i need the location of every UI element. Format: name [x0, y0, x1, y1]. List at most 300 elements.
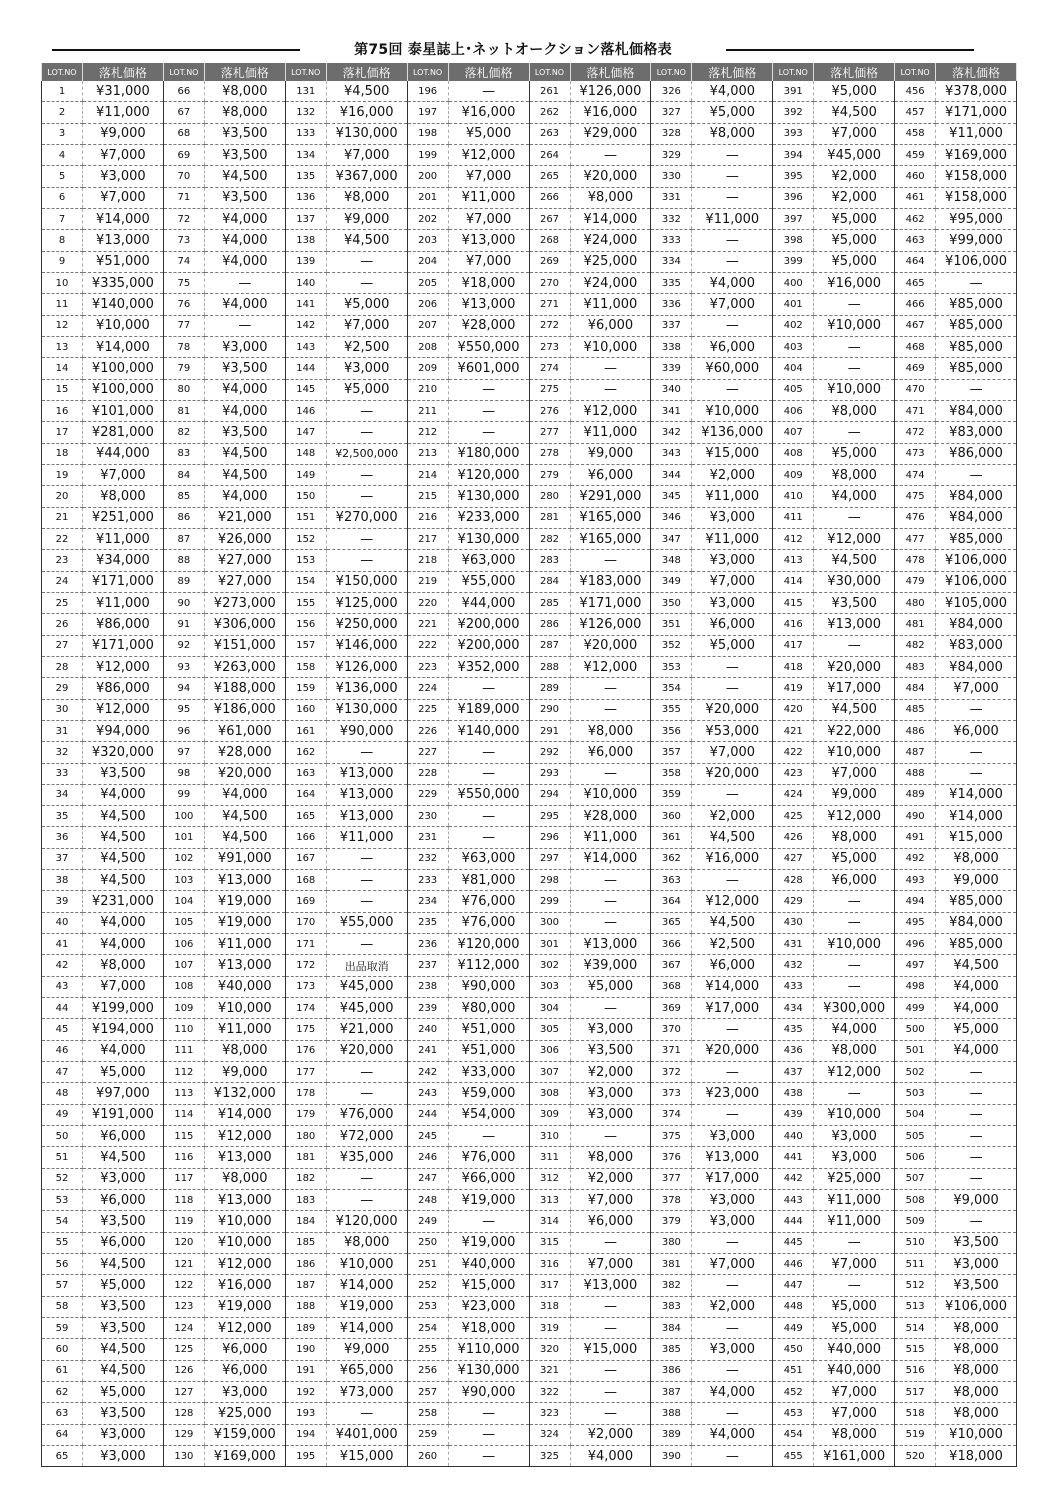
lot-number: 125 — [163, 1339, 204, 1360]
table-row — [42, 230, 1017, 251]
winning-price: ¥112,000 — [448, 955, 529, 976]
table-row — [42, 1275, 1017, 1296]
winning-price: — — [692, 1360, 773, 1381]
lot-number: 48 — [42, 1083, 83, 1104]
lot-number: 409 — [773, 464, 814, 485]
lot-number: 459 — [895, 144, 936, 165]
winning-price: — — [204, 272, 285, 293]
lot-number: 329 — [651, 144, 692, 165]
winning-price: ¥8,000 — [570, 187, 651, 208]
lot-number: 421 — [773, 720, 814, 741]
lot-number: 452 — [773, 1382, 814, 1403]
winning-price: ¥14,000 — [936, 806, 1017, 827]
header-lot-no: LOT.NO — [895, 63, 936, 81]
winning-price: ¥4,000 — [204, 400, 285, 421]
lot-number: 245 — [407, 1126, 448, 1147]
table-row — [42, 934, 1017, 955]
lot-number: 80 — [163, 379, 204, 400]
lot-number: 26 — [42, 614, 83, 635]
lot-number: 17 — [42, 422, 83, 443]
lot-number: 158 — [285, 656, 326, 677]
winning-price: — — [448, 81, 529, 102]
lot-number: 516 — [895, 1360, 936, 1381]
winning-price: ¥2,500,000 — [326, 443, 407, 464]
winning-price: ¥130,000 — [448, 1360, 529, 1381]
winning-price: — — [692, 166, 773, 187]
winning-price: ¥23,000 — [448, 1296, 529, 1317]
lot-number: 425 — [773, 806, 814, 827]
winning-price: ¥250,000 — [326, 614, 407, 635]
lot-number: 138 — [285, 230, 326, 251]
table-row — [42, 1382, 1017, 1403]
winning-price: ¥11,000 — [326, 827, 407, 848]
lot-number: 103 — [163, 870, 204, 891]
winning-price: ¥4,000 — [83, 784, 164, 805]
winning-price: ¥8,000 — [83, 486, 164, 507]
winning-price: ¥83,000 — [936, 422, 1017, 443]
lot-number: 179 — [285, 1104, 326, 1125]
lot-number: 280 — [529, 486, 570, 507]
lot-number: 277 — [529, 422, 570, 443]
winning-price: ¥84,000 — [936, 400, 1017, 421]
lot-number: 201 — [407, 187, 448, 208]
winning-price: ¥9,000 — [83, 123, 164, 144]
table-header-row — [42, 63, 1017, 81]
winning-price: ¥20,000 — [326, 1040, 407, 1061]
lot-number: 468 — [895, 336, 936, 357]
table-row — [42, 1168, 1017, 1189]
winning-price: ¥40,000 — [204, 976, 285, 997]
lot-number: 380 — [651, 1232, 692, 1253]
lot-number: 72 — [163, 208, 204, 229]
winning-price: ¥2,000 — [814, 166, 895, 187]
winning-price: ¥3,500 — [814, 592, 895, 613]
lot-number: 339 — [651, 358, 692, 379]
winning-price: ¥8,000 — [936, 1360, 1017, 1381]
lot-number: 426 — [773, 827, 814, 848]
lot-number: 384 — [651, 1318, 692, 1339]
lot-number: 256 — [407, 1360, 448, 1381]
winning-price: ¥5,000 — [83, 1275, 164, 1296]
winning-price: — — [692, 1318, 773, 1339]
lot-number: 423 — [773, 763, 814, 784]
winning-price: — — [814, 358, 895, 379]
winning-price: ¥19,000 — [448, 1190, 529, 1211]
winning-price: ¥140,000 — [83, 294, 164, 315]
lot-number: 95 — [163, 699, 204, 720]
winning-price: ¥8,000 — [326, 1232, 407, 1253]
winning-price: ¥3,000 — [83, 1446, 164, 1467]
lot-number: 19 — [42, 464, 83, 485]
lot-number: 333 — [651, 230, 692, 251]
winning-price: — — [692, 315, 773, 336]
lot-number: 172 — [285, 955, 326, 976]
table-row — [42, 1147, 1017, 1168]
table-row — [42, 848, 1017, 869]
winning-price: ¥85,000 — [936, 891, 1017, 912]
winning-price: ¥12,000 — [204, 1318, 285, 1339]
lot-number: 70 — [163, 166, 204, 187]
winning-price: ¥3,000 — [936, 1254, 1017, 1275]
table-row — [42, 81, 1017, 102]
lot-number: 503 — [895, 1083, 936, 1104]
lot-number: 381 — [651, 1254, 692, 1275]
winning-price: ¥106,000 — [936, 251, 1017, 272]
winning-price: ¥20,000 — [570, 166, 651, 187]
lot-number: 224 — [407, 678, 448, 699]
lot-number: 449 — [773, 1318, 814, 1339]
winning-price: ¥165,000 — [570, 528, 651, 549]
winning-price: ¥183,000 — [570, 571, 651, 592]
winning-price: ¥13,000 — [448, 294, 529, 315]
lot-number: 410 — [773, 486, 814, 507]
lot-number: 231 — [407, 827, 448, 848]
lot-number: 232 — [407, 848, 448, 869]
table-row — [42, 464, 1017, 485]
winning-price: ¥51,000 — [448, 1040, 529, 1061]
lot-number: 162 — [285, 742, 326, 763]
winning-price: ¥26,000 — [204, 528, 285, 549]
lot-number: 322 — [529, 1382, 570, 1403]
winning-price: — — [326, 1190, 407, 1211]
lot-number: 189 — [285, 1318, 326, 1339]
winning-price: ¥24,000 — [570, 230, 651, 251]
lot-number: 164 — [285, 784, 326, 805]
winning-price: ¥54,000 — [448, 1104, 529, 1125]
lot-number: 365 — [651, 912, 692, 933]
winning-price: ¥320,000 — [83, 742, 164, 763]
winning-price: ¥35,000 — [326, 1147, 407, 1168]
lot-number: 217 — [407, 528, 448, 549]
lot-number: 21 — [42, 507, 83, 528]
lot-number: 163 — [285, 763, 326, 784]
winning-price: ¥90,000 — [448, 1382, 529, 1403]
lot-number: 81 — [163, 400, 204, 421]
header-lot-no: LOT.NO — [407, 63, 448, 81]
lot-number: 153 — [285, 550, 326, 571]
winning-price: ¥14,000 — [326, 1275, 407, 1296]
winning-price: ¥8,000 — [936, 1403, 1017, 1424]
winning-price: — — [570, 144, 651, 165]
lot-number: 404 — [773, 358, 814, 379]
winning-price: ¥11,000 — [814, 1211, 895, 1232]
lot-number: 311 — [529, 1147, 570, 1168]
winning-price: — — [692, 1275, 773, 1296]
lot-number: 64 — [42, 1424, 83, 1445]
winning-price: ¥3,000 — [570, 1083, 651, 1104]
winning-price: ¥14,000 — [83, 336, 164, 357]
winning-price: ¥5,000 — [83, 1382, 164, 1403]
winning-price: ¥84,000 — [936, 912, 1017, 933]
table-row — [42, 550, 1017, 571]
winning-price: ¥4,000 — [204, 784, 285, 805]
winning-price: ¥7,000 — [814, 1403, 895, 1424]
lot-number: 519 — [895, 1424, 936, 1445]
lot-number: 272 — [529, 315, 570, 336]
lot-number: 174 — [285, 998, 326, 1019]
winning-price: ¥6,000 — [692, 955, 773, 976]
winning-price: — — [936, 1147, 1017, 1168]
lot-number: 73 — [163, 230, 204, 251]
winning-price: ¥100,000 — [83, 379, 164, 400]
lot-number: 112 — [163, 1062, 204, 1083]
winning-price: ¥7,000 — [326, 315, 407, 336]
lot-number: 119 — [163, 1211, 204, 1232]
winning-price: ¥3,000 — [814, 1147, 895, 1168]
lot-number: 340 — [651, 379, 692, 400]
lot-number: 294 — [529, 784, 570, 805]
lot-number: 118 — [163, 1190, 204, 1211]
winning-price: ¥270,000 — [326, 507, 407, 528]
winning-price: ¥16,000 — [692, 848, 773, 869]
winning-price: ¥99,000 — [936, 230, 1017, 251]
lot-number: 475 — [895, 486, 936, 507]
winning-price: ¥335,000 — [83, 272, 164, 293]
lot-number: 387 — [651, 1382, 692, 1403]
winning-price: ¥13,000 — [204, 870, 285, 891]
header-lot-no: LOT.NO — [42, 63, 83, 81]
winning-price: ¥3,000 — [326, 358, 407, 379]
lot-number: 388 — [651, 1403, 692, 1424]
winning-price: ¥7,000 — [814, 763, 895, 784]
winning-price: ¥3,000 — [570, 1019, 651, 1040]
lot-number: 252 — [407, 1275, 448, 1296]
lot-number: 233 — [407, 870, 448, 891]
lot-number: 515 — [895, 1339, 936, 1360]
lot-number: 446 — [773, 1254, 814, 1275]
lot-number: 165 — [285, 806, 326, 827]
winning-price: — — [570, 550, 651, 571]
lot-number: 405 — [773, 379, 814, 400]
winning-price: ¥16,000 — [448, 102, 529, 123]
lot-number: 154 — [285, 571, 326, 592]
title-rule-right — [726, 49, 974, 51]
winning-price: ¥13,000 — [814, 614, 895, 635]
lot-number: 113 — [163, 1083, 204, 1104]
table-row — [42, 400, 1017, 421]
lot-number: 260 — [407, 1446, 448, 1467]
lot-number: 53 — [42, 1190, 83, 1211]
winning-price: ¥150,000 — [326, 571, 407, 592]
winning-price: ¥5,000 — [814, 251, 895, 272]
winning-price: — — [692, 1446, 773, 1467]
winning-price: — — [326, 464, 407, 485]
lot-number: 397 — [773, 208, 814, 229]
table-row — [42, 1019, 1017, 1040]
winning-price: — — [814, 955, 895, 976]
lot-number: 393 — [773, 123, 814, 144]
winning-price: ¥7,000 — [692, 294, 773, 315]
lot-number: 281 — [529, 507, 570, 528]
header-winning-price: 落札価格 — [83, 63, 164, 81]
lot-number: 298 — [529, 870, 570, 891]
winning-price: ¥25,000 — [204, 1403, 285, 1424]
title-bar — [52, 38, 974, 62]
lot-number: 96 — [163, 720, 204, 741]
winning-price: ¥8,000 — [814, 1040, 895, 1061]
lot-number: 486 — [895, 720, 936, 741]
winning-price: ¥4,500 — [83, 848, 164, 869]
winning-price: ¥90,000 — [448, 976, 529, 997]
winning-price: ¥2,500 — [326, 336, 407, 357]
lot-number: 415 — [773, 592, 814, 613]
lot-number: 227 — [407, 742, 448, 763]
lot-number: 266 — [529, 187, 570, 208]
lot-number: 262 — [529, 102, 570, 123]
lot-number: 453 — [773, 1403, 814, 1424]
lot-number: 464 — [895, 251, 936, 272]
winning-price: ¥15,000 — [936, 827, 1017, 848]
winning-price: ¥4,000 — [204, 294, 285, 315]
winning-price: — — [692, 678, 773, 699]
lot-number: 86 — [163, 507, 204, 528]
winning-price: ¥281,000 — [83, 422, 164, 443]
winning-price: ¥3,500 — [83, 1318, 164, 1339]
lot-number: 49 — [42, 1104, 83, 1125]
winning-price: ¥29,000 — [570, 123, 651, 144]
lot-number: 436 — [773, 1040, 814, 1061]
lot-number: 401 — [773, 294, 814, 315]
winning-price: ¥8,000 — [204, 1168, 285, 1189]
lot-number: 22 — [42, 528, 83, 549]
winning-price: ¥8,000 — [692, 123, 773, 144]
winning-price: ¥3,000 — [204, 1382, 285, 1403]
winning-price: ¥25,000 — [570, 251, 651, 272]
winning-price: ¥12,000 — [448, 144, 529, 165]
lot-number: 109 — [163, 998, 204, 1019]
winning-price: ¥14,000 — [326, 1318, 407, 1339]
lot-number: 195 — [285, 1446, 326, 1467]
lot-number: 396 — [773, 187, 814, 208]
table-row — [42, 976, 1017, 997]
table-row — [42, 1104, 1017, 1125]
winning-price: ¥10,000 — [570, 336, 651, 357]
winning-price: ¥15,000 — [448, 1275, 529, 1296]
winning-price: ¥199,000 — [83, 998, 164, 1019]
lot-number: 357 — [651, 742, 692, 763]
table-row — [42, 1446, 1017, 1467]
winning-price: — — [448, 806, 529, 827]
lot-number: 378 — [651, 1190, 692, 1211]
winning-price: ¥7,000 — [570, 1190, 651, 1211]
winning-price: ¥3,500 — [204, 187, 285, 208]
winning-price: ¥5,000 — [936, 1019, 1017, 1040]
winning-price: ¥3,500 — [570, 1040, 651, 1061]
lot-number: 282 — [529, 528, 570, 549]
winning-price: ¥20,000 — [692, 1040, 773, 1061]
winning-price: ¥4,000 — [936, 1040, 1017, 1061]
winning-price: ¥4,500 — [204, 806, 285, 827]
winning-price: ¥11,000 — [570, 294, 651, 315]
lot-number: 7 — [42, 208, 83, 229]
lot-number: 375 — [651, 1126, 692, 1147]
lot-number: 229 — [407, 784, 448, 805]
winning-price: — — [936, 1168, 1017, 1189]
winning-price: ¥4,000 — [204, 251, 285, 272]
lot-number: 216 — [407, 507, 448, 528]
lot-number: 136 — [285, 187, 326, 208]
winning-price: — — [692, 870, 773, 891]
lot-number: 147 — [285, 422, 326, 443]
lot-number: 484 — [895, 678, 936, 699]
lot-number: 56 — [42, 1254, 83, 1275]
winning-price: ¥25,000 — [814, 1168, 895, 1189]
table-row — [42, 507, 1017, 528]
table-row — [42, 528, 1017, 549]
winning-price: ¥30,000 — [814, 571, 895, 592]
winning-price: ¥550,000 — [448, 784, 529, 805]
lot-number: 236 — [407, 934, 448, 955]
lot-number: 257 — [407, 1382, 448, 1403]
header-lot-no: LOT.NO — [529, 63, 570, 81]
winning-price: ¥146,000 — [326, 635, 407, 656]
lot-number: 358 — [651, 763, 692, 784]
winning-price: ¥19,000 — [204, 891, 285, 912]
lot-number: 376 — [651, 1147, 692, 1168]
winning-price: ¥8,000 — [814, 400, 895, 421]
lot-number: 431 — [773, 934, 814, 955]
lot-number: 87 — [163, 528, 204, 549]
winning-price: — — [326, 1403, 407, 1424]
winning-price: — — [204, 315, 285, 336]
winning-price: ¥8,000 — [814, 464, 895, 485]
auction-price-table — [41, 63, 1017, 1467]
lot-number: 14 — [42, 358, 83, 379]
lot-number: 99 — [163, 784, 204, 805]
winning-price: — — [326, 1168, 407, 1189]
lot-number: 313 — [529, 1190, 570, 1211]
table-row — [42, 827, 1017, 848]
lot-number: 31 — [42, 720, 83, 741]
lot-number: 50 — [42, 1126, 83, 1147]
winning-price: ¥401,000 — [326, 1424, 407, 1445]
winning-price: — — [570, 763, 651, 784]
table-row — [42, 1062, 1017, 1083]
winning-price: — — [936, 1104, 1017, 1125]
lot-number: 307 — [529, 1062, 570, 1083]
winning-price: — — [814, 422, 895, 443]
winning-price: ¥251,000 — [83, 507, 164, 528]
lot-number: 345 — [651, 486, 692, 507]
winning-price: — — [326, 272, 407, 293]
lot-number: 142 — [285, 315, 326, 336]
winning-price: ¥3,000 — [204, 336, 285, 357]
lot-number: 9 — [42, 251, 83, 272]
lot-number: 363 — [651, 870, 692, 891]
winning-price: ¥5,000 — [814, 81, 895, 102]
winning-price: ¥165,000 — [570, 507, 651, 528]
winning-price: ¥101,000 — [83, 400, 164, 421]
lot-number: 429 — [773, 891, 814, 912]
lot-number: 269 — [529, 251, 570, 272]
lot-number: 186 — [285, 1254, 326, 1275]
lot-number: 223 — [407, 656, 448, 677]
winning-price: ¥76,000 — [448, 1147, 529, 1168]
winning-price: ¥171,000 — [83, 635, 164, 656]
winning-price: ¥6,000 — [570, 315, 651, 336]
lot-number: 310 — [529, 1126, 570, 1147]
lot-number: 510 — [895, 1232, 936, 1253]
winning-price: ¥13,000 — [326, 763, 407, 784]
winning-price: ¥6,000 — [570, 1211, 651, 1232]
lot-number: 110 — [163, 1019, 204, 1040]
lot-number: 504 — [895, 1104, 936, 1125]
winning-price: — — [692, 230, 773, 251]
winning-price: ¥20,000 — [570, 635, 651, 656]
table-row — [42, 443, 1017, 464]
lot-number: 207 — [407, 315, 448, 336]
winning-price: ¥9,000 — [326, 1339, 407, 1360]
